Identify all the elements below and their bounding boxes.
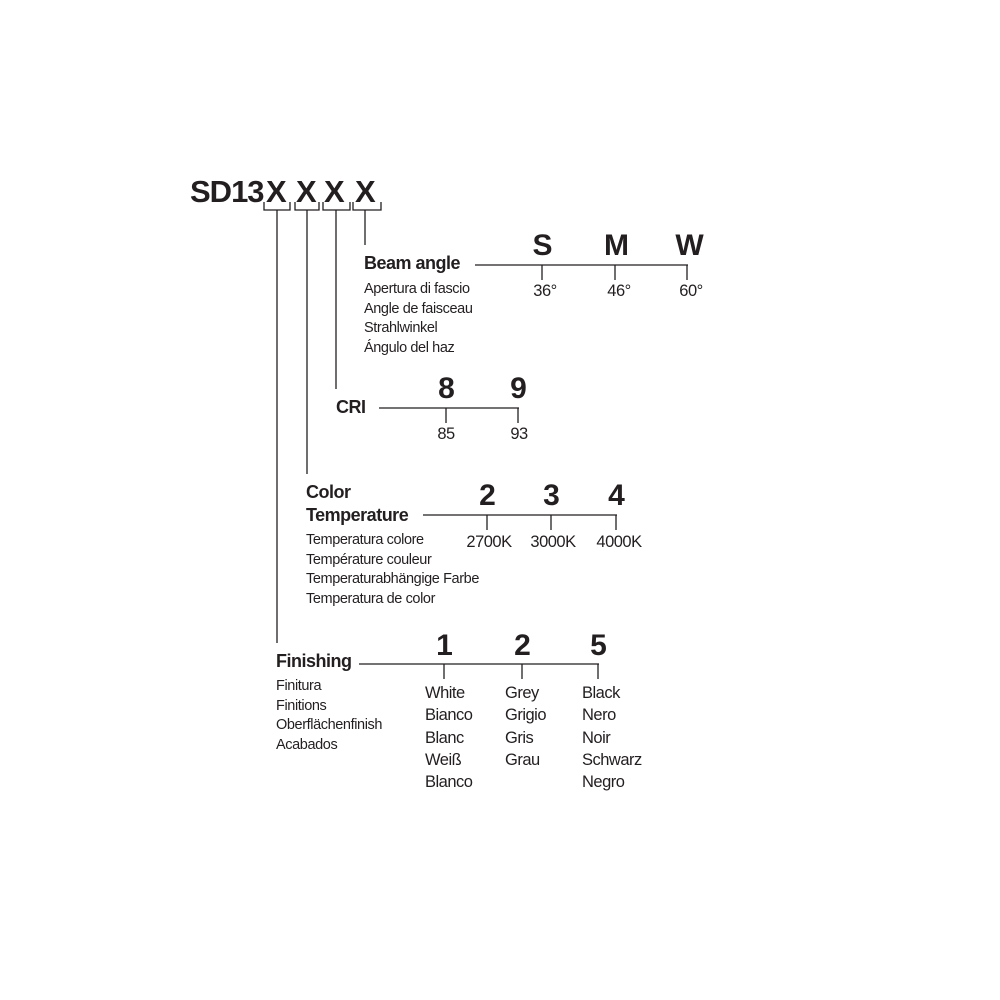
finish-name-it: Nero	[582, 706, 616, 725]
finish-name-es: Blanco	[425, 773, 473, 792]
finish-name-de: Schwarz	[582, 750, 642, 769]
translation-fr: Angle de faisceau	[364, 300, 473, 317]
cri-code-9: 9	[510, 372, 526, 405]
cri-code-8: 8	[438, 372, 454, 405]
translation-fr: Finitions	[276, 697, 327, 714]
cri-value-85: 85	[437, 425, 455, 443]
finish-name-it: Bianco	[425, 706, 473, 725]
translation-it: Temperatura colore	[306, 532, 424, 548]
finishing-title: Finishing	[276, 651, 352, 671]
translation-it: Finitura	[276, 678, 322, 694]
translation-es: Acabados	[276, 736, 338, 753]
beam-value-36: 36°	[533, 282, 557, 300]
beam-angle-translations	[364, 280, 472, 358]
code-slot-color-temperature: X	[296, 174, 316, 209]
color-temp-value-4000k: 4000K	[596, 533, 642, 551]
product-code-prefix: SD13	[190, 174, 264, 209]
finish-name-en: White	[425, 684, 465, 702]
color-temp-code-3: 3	[543, 479, 559, 512]
finish-name-fr: Blanc	[425, 728, 464, 747]
cri-value-93: 93	[510, 425, 528, 443]
beam-value-46: 46°	[607, 282, 631, 300]
finishing-code-1: 1	[436, 629, 452, 662]
translation-de: Oberflächenfinish	[276, 717, 383, 733]
finish-name-en: Grey	[505, 684, 539, 702]
finishing-translations	[276, 677, 382, 755]
beam-code-w: W	[675, 229, 703, 262]
beam-code-m: M	[604, 229, 628, 262]
beam-angle-title: Beam angle	[364, 253, 461, 273]
code-slot-beam-angle: X	[355, 174, 375, 209]
color-temperature-title-line2: Temperature	[306, 505, 409, 525]
translation-de: Temperaturabhängige Farbe	[306, 571, 479, 587]
beam-value-60: 60°	[679, 282, 703, 300]
beam-code-s: S	[532, 229, 552, 262]
code-slot-finishing: X	[266, 174, 286, 209]
finish-name-it: Grigio	[505, 706, 547, 725]
finishing-names-black	[582, 682, 642, 793]
code-slot-cri: X	[324, 174, 344, 209]
color-temperature-title-line1: Color	[306, 482, 351, 502]
color-temp-code-4: 4	[608, 479, 624, 512]
finishing-code-5: 5	[590, 629, 606, 662]
color-temp-value-2700k: 2700K	[466, 533, 512, 551]
translation-fr: Température couleur	[306, 551, 432, 568]
finishing-names-white	[425, 682, 472, 793]
color-temperature-title	[306, 481, 408, 527]
finishing-code-2: 2	[514, 629, 530, 662]
translation-de: Strahlwinkel	[364, 320, 438, 336]
color-temp-code-2: 2	[479, 479, 495, 512]
finish-name-de: Weiß	[425, 750, 462, 769]
finish-name-en: Black	[582, 684, 620, 702]
finishing-names-grey	[505, 682, 546, 771]
finish-name-de: Grau	[505, 750, 540, 769]
translation-es: Ángulo del haz	[364, 339, 455, 356]
cri-title: CRI	[336, 397, 366, 417]
finish-name-fr: Noir	[582, 728, 611, 747]
finish-name-fr: Gris	[505, 728, 534, 747]
translation-it: Apertura di fascio	[364, 281, 470, 297]
finish-name-es: Negro	[582, 773, 625, 792]
translation-es: Temperatura de color	[306, 590, 436, 607]
color-temp-value-3000k: 3000K	[530, 533, 576, 551]
